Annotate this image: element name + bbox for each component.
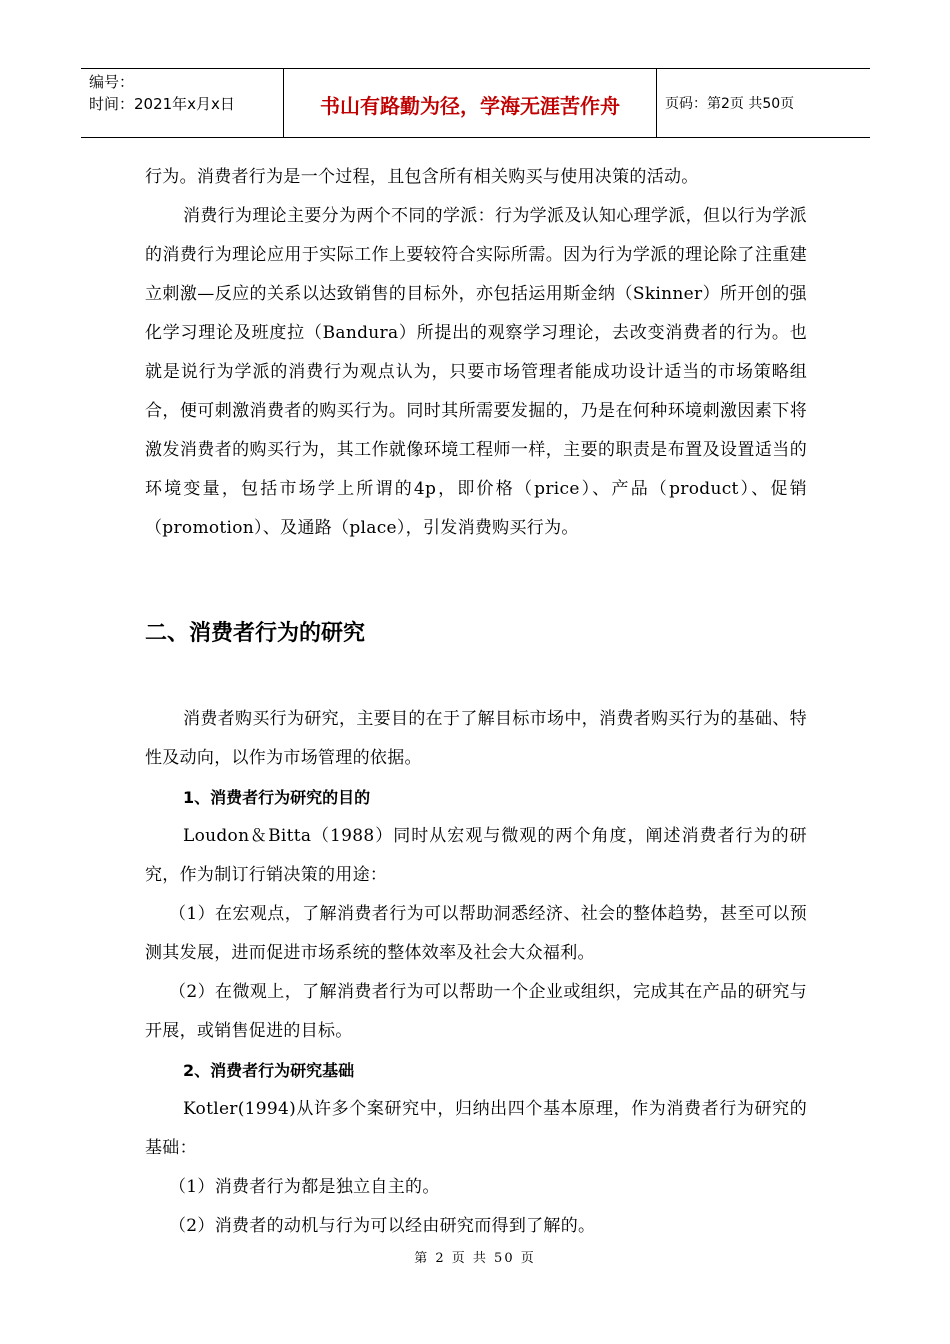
paragraph: 消费行为理论主要分为两个不同的学派：行为学派及认知心理学派，但以行为学派的消费行为理论应用于实际工作上要较符合实际所需。因为行为学派的理论除了注重建立刺激—反应的关系以达致销售的目标外，亦包括运用斯金纳（Skinner）所开创的强化学习理论及班度拉（Bandura）所提出的观察学习理论，去改变消费者的行为。也就是说行为学派的消费行为观点认为，只要市场管理者能成功设计适当的市场策略组合，便可刺激消费者的购买行为。同时其所需要发掘的，乃是在何种环境刺激因素下将激发消费者的购买行为，其工作就像环境工程师一样，主要的职责是布置及设置适当的环境变量，包括市场学上所谓的4p，即价格（price）、产品（product）、促销（promotion）、及通路（place），引发消费购买行为。 xyxy=(145,206,807,538)
subheading-basis: 2、消费者行为研究基础 xyxy=(183,1061,355,1080)
list-item: （1）在宏观点，了解消费者行为可以帮助洞悉经济、社会的整体趋势，甚至可以预测其发展，进而促进市场系统的整体效率及社会大众福利。 xyxy=(145,904,807,963)
subheading-purpose: 1、消费者行为研究的目的 xyxy=(183,788,371,807)
header-motto: 书山有路勤为径，学海无涯苦作舟 xyxy=(283,69,657,137)
page-header xyxy=(81,68,870,138)
number-label: 编号： xyxy=(89,73,135,91)
page-footer: 第 2 页 共 50 页 xyxy=(414,1251,536,1266)
paragraph: Loudon＆Bitta（1988）同时从宏观与微观的两个角度，阐述消费者行为的研究，作为制订行销决策的用途： xyxy=(145,826,807,885)
time-label: 时间：2021年x月x日 xyxy=(89,95,235,113)
paragraph: Kotler(1994)从许多个案研究中，归纳出四个基本原理，作为消费者行为研究的基础： xyxy=(145,1099,807,1158)
paragraph: 消费者购买行为研究，主要目的在于了解目标市场中，消费者购买行为的基础、特性及动向，以作为市场管理的依据。 xyxy=(145,709,807,768)
list-item: （1）消费者行为都是独立自主的。 xyxy=(169,1177,440,1197)
paragraph: 行为。消费者行为是一个过程，且包含所有相关购买与使用决策的活动。 xyxy=(145,167,699,187)
list-item: （2）在微观上，了解消费者行为可以帮助一个企业或组织，完成其在产品的研究与开展，或销售促进的目标。 xyxy=(145,982,807,1041)
header-page-info: 页码：第2页 共50页 xyxy=(665,96,795,112)
list-item: （2）消费者的动机与行为可以经由研究而得到了解的。 xyxy=(169,1216,596,1236)
section-heading: 二、消费者行为的研究 xyxy=(145,621,366,646)
header-meta xyxy=(81,69,283,137)
body-top xyxy=(145,158,807,548)
body-section xyxy=(145,700,807,1246)
